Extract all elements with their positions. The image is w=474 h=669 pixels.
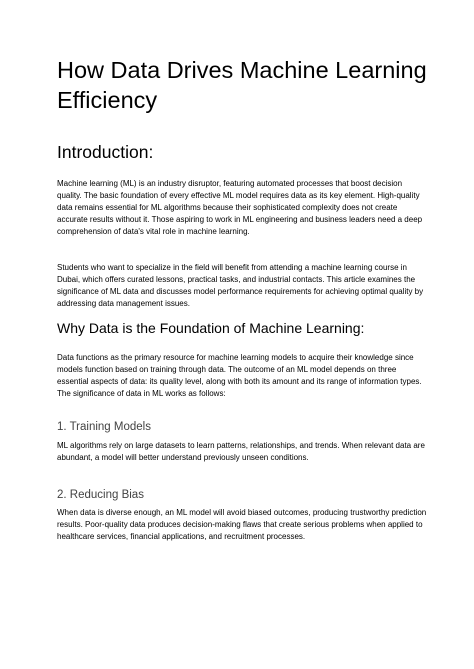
- foundation-heading: Why Data is the Foundation of Machine Learning:: [57, 320, 365, 336]
- reducing-bias-paragraph: When data is diverse enough, an ML model will avoid biased outcomes, producing trustworthy prediction results. Poor-quality data produces decision-making flaws that create serious problems when applied to healthcare services, financial applications, and recruitment processes.: [57, 508, 427, 541]
- foundation-paragraph: Data functions as the primary resource for machine learning models to acquire their knowledge since models function based on training through data. The outcome of an ML model depends on three essential aspects of data: its quality level, along with both its amount and its range of information types. The significance of data in ML works as follows:: [57, 353, 422, 398]
- intro-paragraph-1: Machine learning (ML) is an industry disruptor, featuring automated processes that boost decision quality. The basic foundation of every effective ML model requires data as its key element. High-quality data remains essential for ML algorithms because their sophisticated complexity does not create accurate results without it. Those aspiring to work in ML engineering and business leaders need a deep comprehension of data's vital role in machine learning.: [57, 179, 423, 236]
- document-title: How Data Drives Machine Learning Efficiency: [57, 57, 427, 113]
- introduction-heading: Introduction:: [57, 142, 154, 162]
- reducing-bias-heading: 2. Reducing Bias: [57, 489, 144, 501]
- intro-paragraph-2: Students who want to specialize in the field will benefit from attending a machine learning course in Dubai, which offers curated lessons, practical tasks, and industrial contacts. This article examines the significance of ML data and discusses model performance requirements for achieving optimal quality by addressing data management issues.: [57, 263, 424, 308]
- training-models-heading: 1. Training Models: [57, 421, 151, 433]
- training-models-paragraph: ML algorithms rely on large datasets to learn patterns, relationships, and trends. When relevant data are abundant, a model will better understand previously unseen conditions.: [57, 441, 425, 462]
